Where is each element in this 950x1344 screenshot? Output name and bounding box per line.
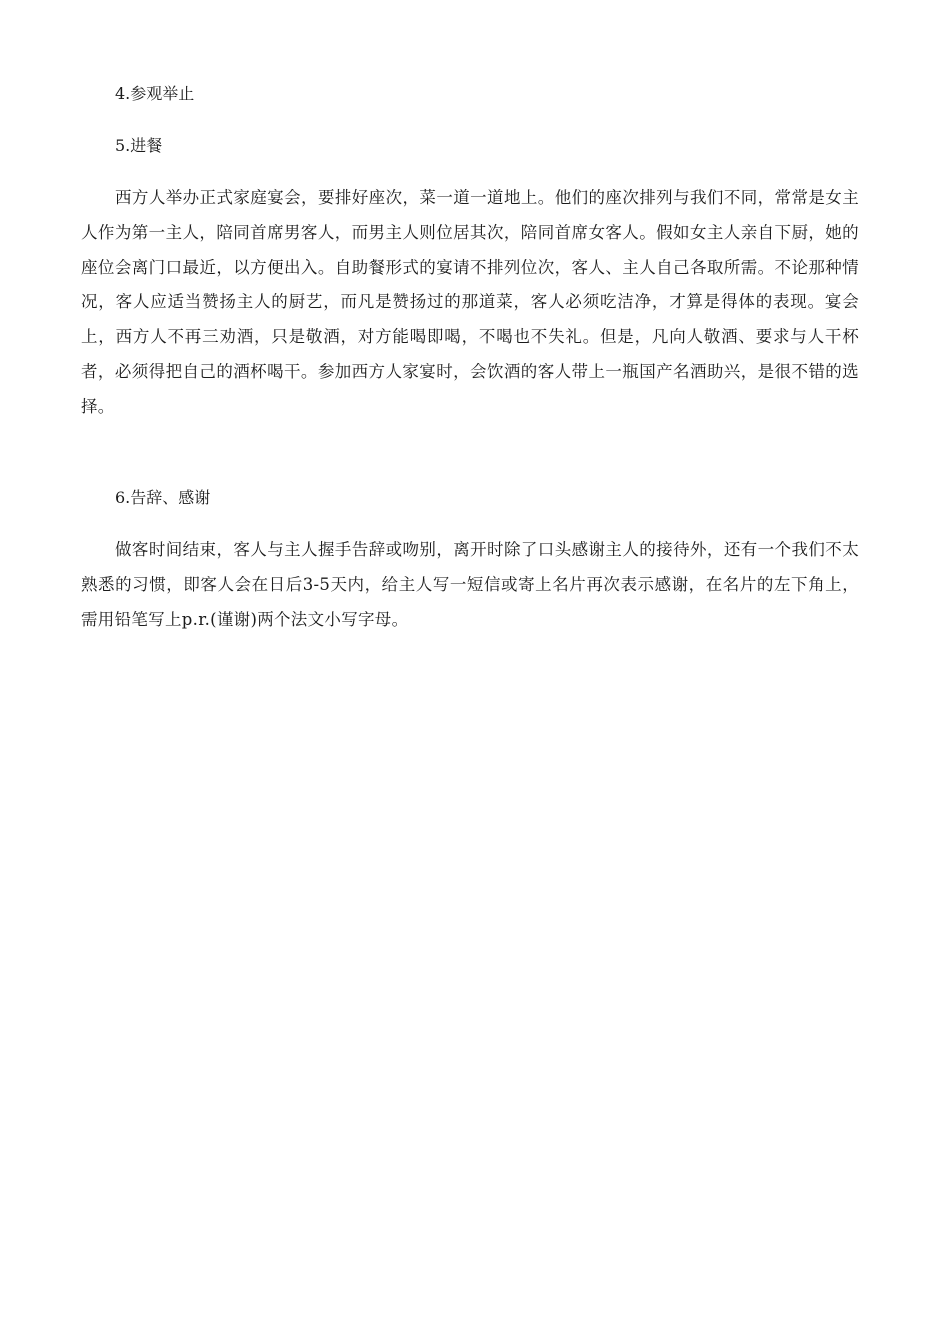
section-heading-6: 6.告辞、感谢 (115, 488, 211, 507)
section-heading-5: 5.进餐 (115, 136, 163, 155)
section-heading-4: 4.参观举止 (115, 84, 195, 103)
section-paragraph-5: 西方人举办正式家庭宴会，要排好座次，菜一道一道地上。他们的座次排列与我们不同，常常是女主人作为第一主人，陪同首席男客人，而男主人则位居其次，陪同首席女客人。假如女主人亲自下厨，她的座位会离门口最近，以方便出入。自助餐形式的宴请不排列位次，客人、主人自己各取所需。不论那种情况，客人应适当赞扬主人的厨艺，而凡是赞扬过的那道菜，客人必须吃洁净，才算是得体的表现。宴会上，西方人不再三劝酒，只是敬酒，对方能喝即喝，不喝也不失礼。但是，凡向人敬酒、要求与人干杯者，必须得把自己的酒杯喝干。参加西方人家宴时，会饮酒的客人带上一瓶国产名酒助兴，是很不错的选择。 (81, 188, 859, 416)
section-paragraph-6: 做客时间结束，客人与主人握手告辞或吻别，离开时除了口头感谢主人的接待外，还有一个我们不太熟悉的习惯，即客人会在日后3-5天内，给主人写一短信或寄上名片再次表示感谢，在名片的左下角上，需用铅笔写上p.r.(谨谢)两个法文小写字母。 (81, 540, 859, 629)
